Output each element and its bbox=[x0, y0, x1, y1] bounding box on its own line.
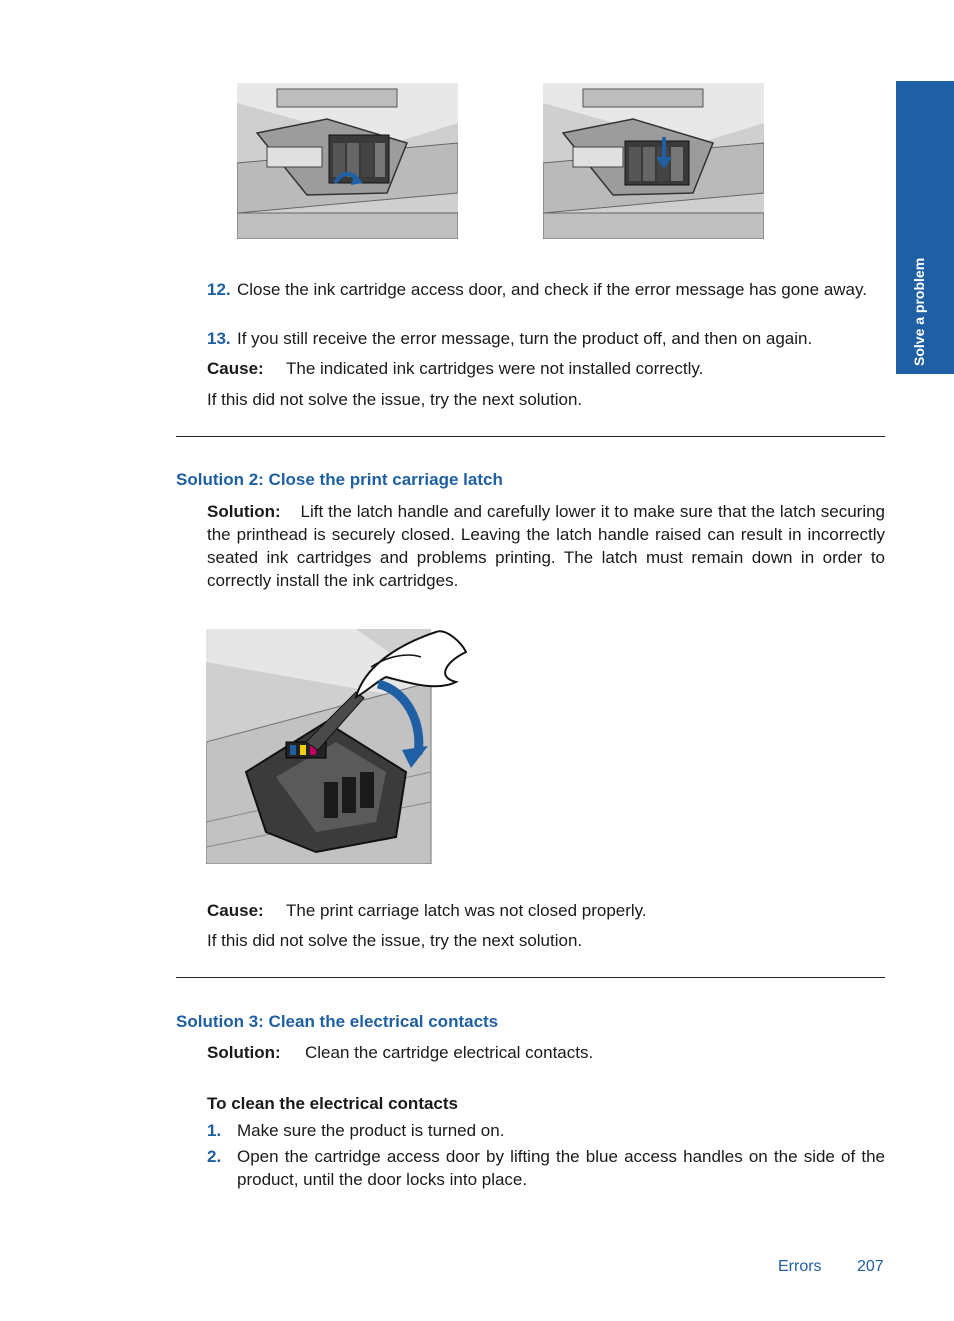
next-solution-note: If this did not solve the issue, try the next solution. bbox=[207, 931, 583, 950]
solution-text: Lift the latch handle and carefully lower it to make sure that the latch securing the printhead is securely closed. Leaving the latch handle raised can result in incorrectly seated ink cartridges and problems printing. The latch must remain down in order to correctly install the ink cartridges. bbox=[207, 502, 885, 590]
step-number: 13. bbox=[207, 329, 231, 348]
page-number: 207 bbox=[857, 1258, 884, 1275]
solution-label: Solution: bbox=[207, 1043, 281, 1062]
side-tab-label: Solve a problem bbox=[911, 257, 927, 366]
step-text: Close the ink cartridge access door, and check if the error message has gone away. bbox=[237, 280, 867, 299]
latch-close-hand-icon bbox=[206, 622, 470, 864]
step-number: 2. bbox=[207, 1147, 222, 1166]
cartridge-install-illustration-right bbox=[543, 83, 764, 239]
cartridge-rotate-arrow-icon bbox=[237, 83, 458, 239]
cause-label: Cause: bbox=[207, 901, 264, 920]
cartridge-down-arrow-icon bbox=[543, 83, 764, 239]
step-text: If you still receive the error message, turn the product off, and then on again. bbox=[237, 329, 813, 348]
step-number: 1. bbox=[207, 1121, 222, 1140]
cause-text: The print carriage latch was not closed properly. bbox=[286, 901, 647, 920]
solution-text: Clean the cartridge electrical contacts. bbox=[305, 1043, 594, 1062]
cartridge-install-illustration-left bbox=[237, 83, 458, 239]
section-heading: Solution 3: Clean the electrical contacts bbox=[176, 1012, 499, 1031]
divider bbox=[176, 977, 885, 978]
step-text: Open the cartridge access door by lifting the blue access handles on the side of the product, until the door locks into place. bbox=[237, 1147, 885, 1189]
section-heading: Solution 2: Close the print carriage latch bbox=[176, 470, 503, 489]
cause-text: The indicated ink cartridges were not installed correctly. bbox=[286, 359, 704, 378]
cause-label: Cause: bbox=[207, 359, 264, 378]
solution-paragraph bbox=[207, 500, 885, 592]
next-solution-note: If this did not solve the issue, try the next solution. bbox=[207, 390, 583, 409]
side-tab bbox=[896, 81, 954, 374]
solution-label: Solution: bbox=[207, 502, 281, 521]
procedure-heading: To clean the electrical contacts bbox=[207, 1094, 458, 1113]
divider bbox=[176, 436, 885, 437]
carriage-latch-illustration bbox=[206, 622, 470, 864]
step-number: 12. bbox=[207, 280, 231, 299]
step-text: Make sure the product is turned on. bbox=[237, 1121, 505, 1140]
footer-section: Errors bbox=[778, 1258, 822, 1275]
